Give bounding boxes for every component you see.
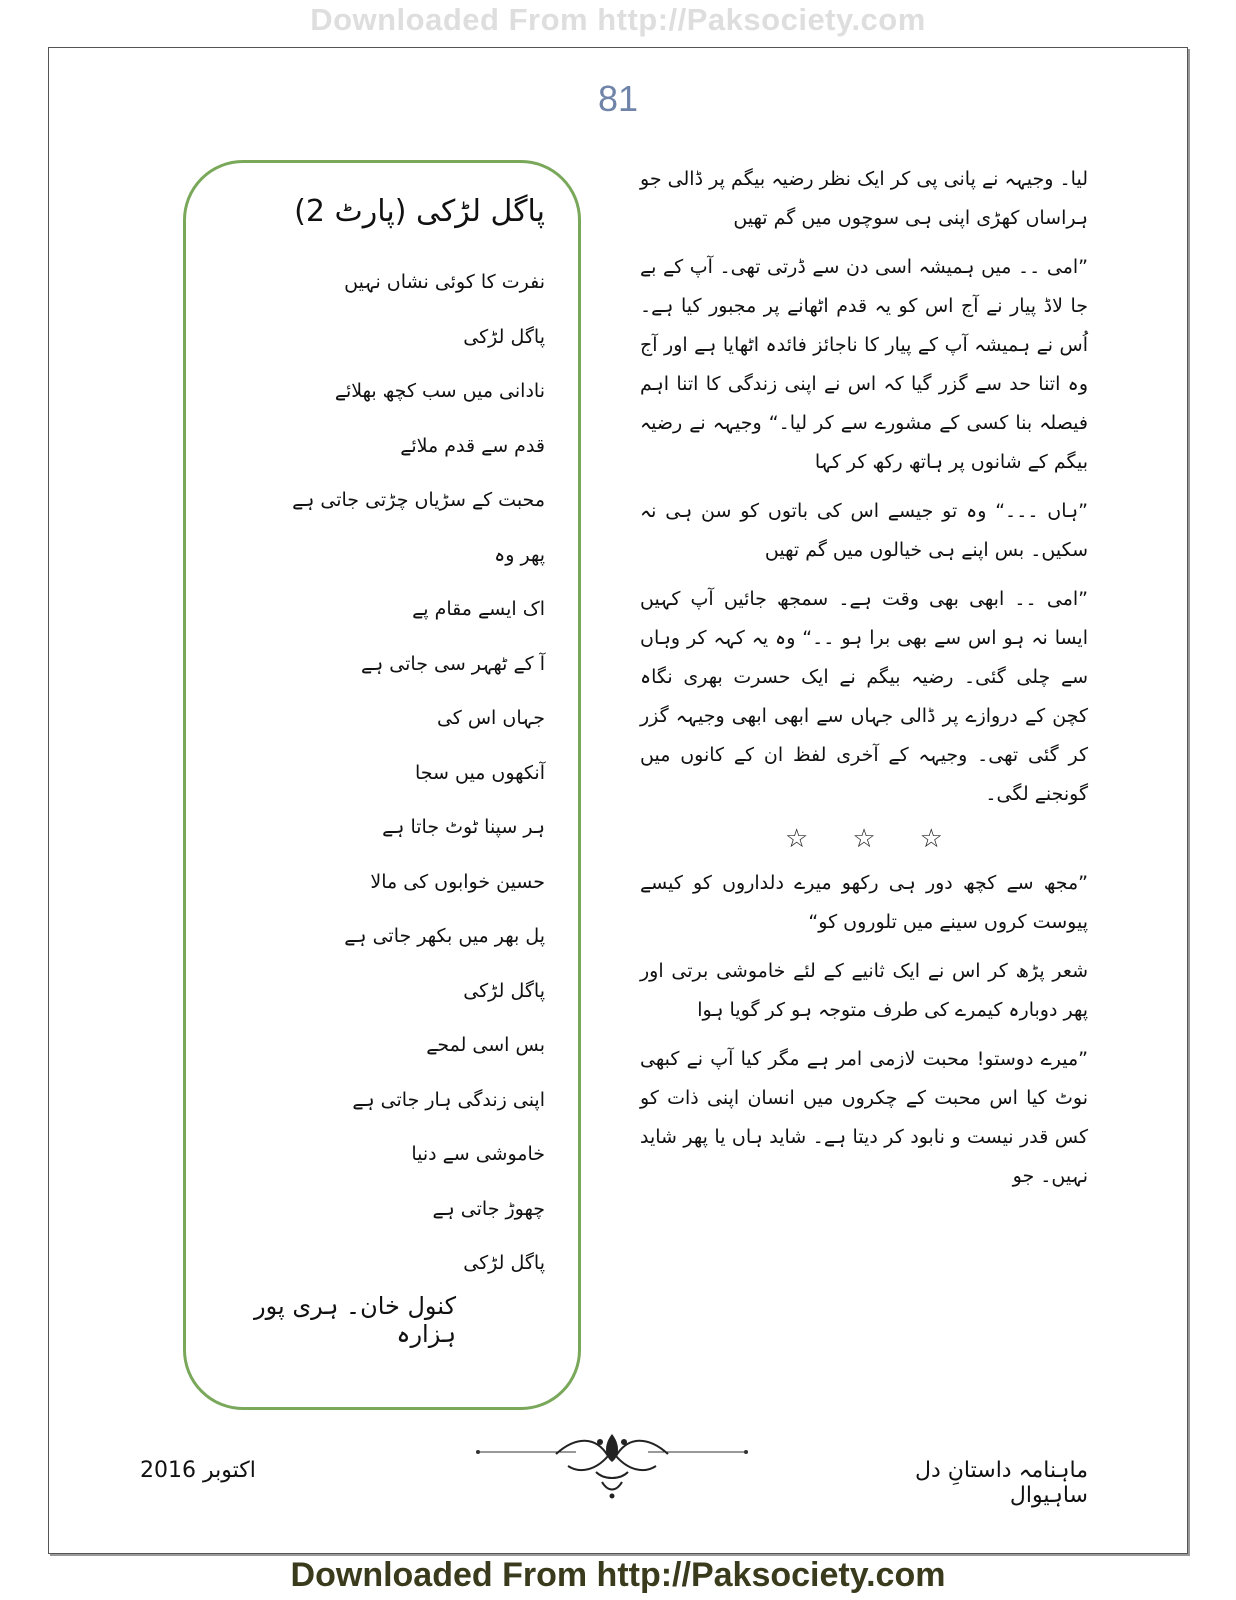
top-watermark: Downloaded From http://Paksociety.com bbox=[310, 2, 926, 37]
poem-line: حسین خوابوں کی مالا bbox=[370, 870, 545, 893]
footer-magazine-name: ماہنامہ داستانِ دل ساہیوال bbox=[914, 1458, 1088, 1508]
poem-line: نادانی میں سب کچھ بھلائے bbox=[334, 380, 545, 402]
poem-line: جہاں اس کی bbox=[436, 707, 545, 729]
star-icon: ☆ bbox=[852, 824, 876, 854]
story-paragraph: ”ہاں ۔۔۔“ وہ تو جیسے اس کی باتوں کو سن ہی نہ سکیں۔ بس اپنے ہی خیالوں میں گم تھیں bbox=[640, 500, 1088, 561]
bottom-watermark: Downloaded From http://Paksociety.com bbox=[290, 1556, 946, 1594]
story-paragraph: ”امی ۔۔ ابھی بھی وقت ہے۔ سمجھ جائیں آپ کہیں ایسا نہ ہو اس سے بھی برا ہو ۔۔“ وہ یہ کہہ کر وہاں سے چلی گئی۔ رضیہ بیگم نے ایک حسرت بھری نگاہ کچن کے دروازے پر ڈالی جہاں سے ابھی ابھی وجیہہ گزر کر گئی تھی۔ وجیہہ کے آخری لفظ ان کے کانوں میں گونجنے لگی۔ bbox=[640, 588, 1088, 805]
poem-line: نفرت کا کوئی نشاں نہیں bbox=[344, 271, 545, 293]
poem-line: پل بھر میں بکھر جاتی ہے bbox=[344, 925, 545, 947]
poem-line: آنکھوں میں سجا bbox=[414, 761, 545, 784]
poem-author: کنول خان۔ ہری پور ہزارہ bbox=[254, 1292, 456, 1348]
story-paragraph: ”امی ۔۔ میں ہمیشہ اسی دن سے ڈرتی تھی۔ آپ کے بے جا لاڈ پیار نے آج اس کو یہ قدم اٹھانے پر مجبور کیا ہے۔ اُس نے ہمیشہ آپ کے پیار کا ناجائز فائدہ اٹھایا ہے اور آج وہ اتنا حد سے گزر گیا کہ اس نے اپنی زندگی کا اتنا اہم فیصلہ بنا کسی کے مشورے سے کر لیا۔“ وجیہہ نے رضیہ بیگم کے شانوں پر ہاتھ رکھ کر کہا bbox=[640, 256, 1088, 473]
poem-line: پاگل لڑکی bbox=[463, 1252, 545, 1274]
poem-line: آ کے ٹھہر سی جاتی ہے bbox=[361, 652, 545, 675]
section-separator-stars bbox=[640, 824, 1088, 854]
poem-title: پاگل لڑکی (پارٹ 2) bbox=[294, 194, 545, 229]
poem-line: پاگل لڑکی bbox=[463, 325, 545, 348]
story-paragraph: لیا۔ وجیہہ نے پانی پی کر ایک نظر رضیہ بیگم پر ڈالی جو ہراساں کھڑی اپنی ہی سوچوں میں گم تھیں bbox=[640, 168, 1088, 229]
poem-line: خاموشی سے دنیا bbox=[411, 1143, 545, 1165]
story-column bbox=[640, 160, 1088, 1206]
star-icon: ☆ bbox=[919, 824, 943, 854]
poem-line: چھوڑ جاتی ہے bbox=[432, 1197, 545, 1220]
poem-line: ہر سپنا ٹوٹ جاتا ہے bbox=[382, 816, 545, 838]
poem-line: اپنی زندگی ہار جاتی ہے bbox=[352, 1088, 545, 1111]
poem-lines bbox=[183, 255, 545, 1291]
story-paragraph: ”میرے دوستو! محبت لازمی امر ہے مگر کیا آپ نے کبھی نوٹ کیا اس محبت کے چکروں میں انسان اپنی ذات کو کس قدر نیست و نابود کر دیتا ہے۔ شاید ہاں یا پھر شاید نہیں۔ جو bbox=[640, 1048, 1088, 1187]
footer-ornament-icon bbox=[476, 1426, 748, 1502]
poem-line: قدم سے قدم ملائے bbox=[400, 434, 545, 457]
footer-issue-date: اکتوبر 2016 bbox=[140, 1458, 256, 1483]
story-paragraph: شعر پڑھ کر اس نے ایک ثانیے کے لئے خاموشی برتی اور پھر دوبارہ کیمرے کی طرف متوجہ ہو کر گویا ہوا bbox=[640, 960, 1088, 1021]
poem-line: پاگل لڑکی bbox=[463, 979, 545, 1002]
poem-line: بس اسی لمحے bbox=[426, 1034, 545, 1056]
poem-line: اک ایسے مقام پے bbox=[412, 598, 545, 620]
star-icon: ☆ bbox=[785, 824, 809, 854]
page-number: 81 bbox=[597, 78, 639, 119]
poem-line: محبت کے سڑیاں چڑتی جاتی ہے bbox=[292, 489, 545, 511]
story-paragraph: ”مجھ سے کچھ دور ہی رکھو میرے دلداروں کو کیسے پیوست کروں سینے میں تلوروں کو“ bbox=[640, 872, 1088, 933]
poem-line: پھر وہ bbox=[494, 543, 545, 566]
